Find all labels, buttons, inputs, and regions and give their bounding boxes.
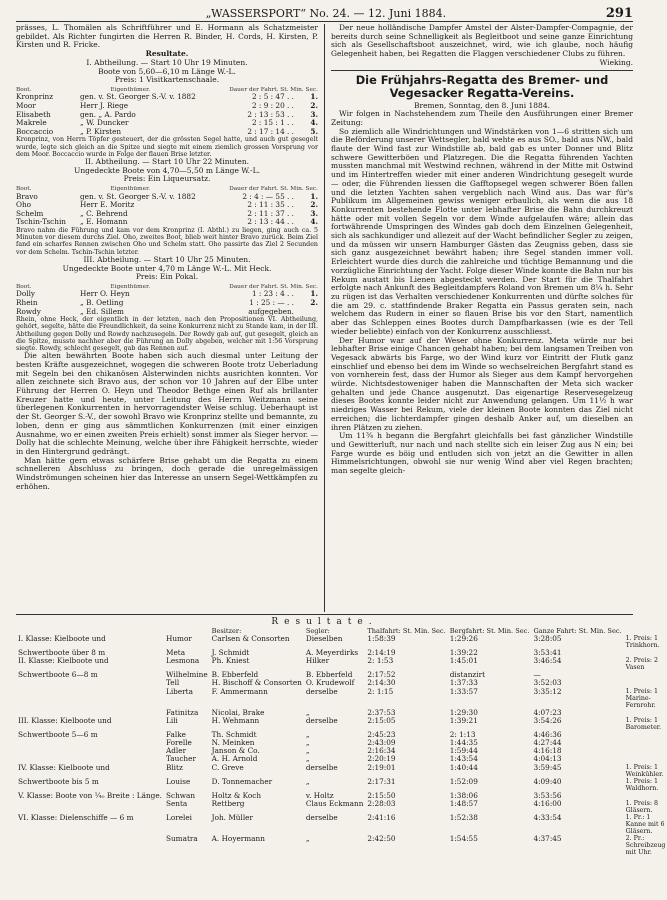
upstream-time: 1:43:54 [449, 754, 478, 764]
class [16, 679, 164, 687]
upstream-time: 1:29:30 [449, 707, 478, 717]
upstream-time: 1:40:44 [449, 762, 478, 772]
placing: 3. [310, 208, 318, 218]
boat-name: Dolly [16, 289, 36, 299]
dateline: Bremen, Sonntag, den 8. Juni 1884. [414, 100, 550, 110]
sailor: v. Holtz [305, 790, 334, 800]
col-owner: Eigenthümer. [110, 186, 151, 193]
boat-name: Rhein [16, 298, 38, 307]
owner: Janson & Co. [211, 746, 260, 756]
boat-name: Forelle [165, 738, 192, 748]
downstream-time: 2:28:03 [367, 798, 396, 808]
upstream-time: 1:48:57 [449, 798, 478, 808]
upstream-time: 1:39:22 [449, 648, 478, 657]
duration: 2 : 4 : — 55 . . [242, 191, 294, 201]
class: V. Klasse: Boote von ¼₀ Breite : Länge. [18, 790, 162, 800]
total-time: 3:53:41 [533, 648, 562, 657]
result-row [16, 218, 318, 227]
owner: „ E. Homann [80, 217, 128, 227]
col-boat: Boot. [16, 283, 32, 290]
col-downstream: Thalfahrt: St. Min. Sec. [367, 627, 446, 635]
upstream-time: 1:52:38 [449, 812, 478, 822]
owner: Carlsen & Consorten [211, 634, 290, 643]
right-paragraph-4: Um 11¾ h begann die Bergfahrt gleichfalls bei fast gänzlicher Windstille und Gewitterluft, nur nach und nach stellte sich ein leiser Zug aus N ein; bei Farge wurde es böig und entluden sich von jetzt an die Gewitter in allen Himmelsrichtungen, obwohl sie nur wenig Wind aber viel Regen brachten; man segelte gleich- [331, 431, 633, 476]
boat-name: Lili [165, 715, 178, 725]
placing: 2. [310, 101, 318, 111]
division-3-note: Rhein, ohne Heck, der eigentlich in der letzten, nach den Propositionen VI. Abtheilung, gehört, segelte, hätte die Freundlichkeit, da seine Konkurrenz nicht zu Stande kam, in der III. Abtheilung gegen Dolly und Rowdy nachzusegeln. Der Rowdy gab auf, gut gesegelt, gleich an die Spitze, musste nachher aber die Führung an Dolly abgeben, welcher mit 1:56 Vorsprung siegte. Rowdy, schlecht gesegelt, gab das Rennen auf. [16, 316, 318, 352]
class: IV. Klasse: Kielboote und [18, 762, 110, 772]
owner: N. Meinken [211, 738, 255, 748]
division-2-note: Bravo nahm die Führung und kam vor dem Kronprinz (I. Abthl.) zu liegen, ging auch ca. 5 Minuten vor diesem durchs Ziel. Oho, zweites Boot, blieb weit hinter Bravo zurück. Beim Ziel fand ein scharfes Rennen zwischen Oho und Schelm statt. Oho passirte das Ziel 2 Secunden vor dem Schelm. Tschin-Tschin letzter. [16, 226, 318, 256]
results-table-body [16, 635, 667, 856]
owner: A. Hoyermann [211, 833, 265, 843]
col-duration: Dauer der Fahrt. St. Min. Sec. [229, 186, 318, 193]
boat-name: Humor [165, 634, 192, 643]
owner: Herr J. Riege [80, 101, 129, 111]
downstream-time: 2:45:23 [367, 729, 396, 739]
prize: 1. Preis: 1 Marine-Fernrohr. [625, 687, 659, 709]
downstream-time: 2:15:05 [367, 715, 396, 725]
boat-name: Oho [16, 200, 32, 210]
prize [624, 792, 667, 800]
class [16, 835, 164, 856]
duration: 2 : 15 : 1 . . [251, 118, 294, 128]
owner: Joh. Müller [211, 812, 253, 822]
division-1-subtitle: Boote von 5,60—6,10 m Länge W.-L. [98, 66, 236, 76]
class: I. Klasse: Kielboote und [18, 634, 106, 643]
downstream-time: 2:17:52 [367, 670, 396, 680]
col-boat: Boot. [16, 86, 32, 93]
owner: Herr O. Heyn [80, 289, 130, 299]
right-paragraph-2: So ziemlich alle Windrichtungen und Windstärken von 1—6 stritten sich um die Beförderung unserer Wettsegler, bald wehte es aus SO., bald aus NW., bald flaute der Wind fast zur Windstille ab, bald gab es unter Donner und Blitz schwere Gewitterböen und Platzregen. Die die Regatta führenden Yachten mussten manchmal mit Westwind rechnen, während in der Mitte mit Ostwind und im Hintertreffen wieder mit einer anderen Windrichtung gesegelt wurde — oder, die Führenden liessen die Gafftopsegel wegen schwerer Böen fallen und die letzten Yachten sahen vergeblich nach Wind aus. Das war für's Publikum im Allgemeinen gewiss weniger erbaulich, als wenn die aus 18 Konkurrenten bestehende Flotte unter lebhafter Brise die Bahn durchkreuzt hätte oder mit vollen Segeln vor dem Winde aufgelaufen wäre; allein das fortwährende Umspringen des Windes gab doch dem Einzelnen Gelegenheit, sich als sachkundiger und allezeit auf der Wacht befindlicher Segler zu zeigen, und da müssen wir unsern Hamburger Gästen das Zeugniss geben, dass sie sich ganz ausgezeichnet bewährt haben; ihre Segel standen immer voll. Erleichtert wurde dies durch die zahlreiche und tüchtige Bemannung und die vorzügliche Einrichtung der Yacht. Folge dieser Winde konnte die Bahn nur bis Rekum austatt bis Lienen abgesteckt werden. Der Start für die Thalfahrt erfolgte nach Ankunft des Begleitdampfers Roland von Bremen um 8¼ h. Sehr zu rügen ist das Verhalten verschiedener Konkurrenten und dürfte solches für die am 29. c. stattfindende Braker Regatta ein Passus geraten sein, nach welchem das Rudern in einer so flauen Brise bis vor den Start, namentlich aber das Schleppen eines Bootes durch Dampfbarkassen (wie es der Tell wieder beliebte) einfach von der Konkurrenz ausschliesst. [331, 126, 633, 336]
page-header [16, 6, 633, 21]
col-upstream: Bergfahrt: St. Min. Sec. [449, 627, 530, 635]
division-3-prize: Preis: Ein Pokal. [135, 272, 199, 282]
two-column-body [16, 24, 633, 612]
division-1-results [16, 93, 318, 136]
boat-name: Louise [165, 776, 191, 786]
journal-title: „WASSERSPORT“ No. 24. — 12. Juni 1884. [205, 7, 447, 20]
total-time: 4:46:36 [533, 729, 562, 739]
sailor: Dieselben [305, 634, 343, 643]
sailor: derselbe [305, 762, 338, 772]
column-rule [324, 24, 325, 612]
prize: 1. Preis: 1 Waldhorn. [625, 777, 659, 792]
upstream-time: 1:38:06 [449, 790, 478, 800]
prize: 1. Preis: 1 Weinkühler. [625, 763, 664, 778]
downstream-time: 2:14:30 [367, 678, 396, 688]
prize [624, 739, 667, 747]
total-time: 4:27:44 [533, 738, 562, 748]
owner: D. Tonnemacher [211, 776, 273, 786]
table-row [16, 814, 667, 835]
sailor: „ [305, 754, 310, 764]
downstream-time: 2: 1:53 [367, 656, 394, 666]
col-owner: Eigenthümer. [110, 86, 151, 93]
total-time: 4:16:18 [533, 746, 562, 756]
placing: 3. [310, 109, 318, 119]
owner: A. H. Arnold [211, 754, 258, 764]
boat-name: Tell [165, 678, 180, 688]
downstream-time: 1:58:39 [367, 634, 396, 643]
upstream-time: 1:52:09 [449, 776, 478, 786]
owner: C. Greve [211, 762, 244, 772]
duration: 2 : 13 : 44 . . [247, 217, 294, 227]
section-rule [331, 70, 633, 71]
duration: 2 : 13 : 53 . . [247, 109, 294, 119]
placing: 1. [310, 92, 318, 102]
owner: gen. v. St. Georger S.-V. v. 1882 [80, 191, 196, 201]
duration: 2 : 11 : 37 . . [247, 208, 294, 218]
total-time: — [533, 670, 541, 680]
prize: 2. Pr.: Schreibzeug mit Uhr. [625, 834, 666, 856]
table-row [16, 747, 667, 755]
upstream-time: 1:45:01 [449, 656, 478, 666]
boat-name: Boccaccio [16, 126, 54, 136]
downstream-time: 2:14:19 [367, 648, 396, 657]
col-total: Ganze Fahrt: St. Min. Sec. [533, 627, 622, 635]
owner: Nicolai, Brake [211, 707, 265, 717]
prize: 1. Preis: 1 Trinkhorn. [625, 635, 660, 649]
division-3-results [16, 290, 318, 316]
duration: 1 : 23 : 4 . . [251, 289, 294, 299]
duration: 2 : 9 : 20 . . [251, 101, 294, 111]
division-3-subtitle: Ungedeckte Boote unter 4,70 m Länge W.-L. Mit Heck. [62, 263, 272, 273]
prize [624, 709, 667, 717]
boat-name: Kronprinz [16, 92, 54, 102]
placing: 2. [310, 200, 318, 210]
division-1-note: Kronprinz, von Herrn Töpfer gesteuert, der die grössten Segel hatte, und auch gut gesegelt wurde, legte sich gleich an die Spitze und siegte mit einem ziemlich grossen Vorsprung vor dem Moor. Boccaccio wurde in Folge der flauen Brise letzter. [16, 136, 318, 158]
sailor: „ [305, 729, 310, 739]
total-time: 4:37:45 [533, 833, 562, 843]
placing: 1. [310, 289, 318, 299]
total-time: 3:52:03 [533, 678, 562, 688]
col-owner: Besitzer: [211, 627, 242, 635]
upstream-time: 1:59:44 [449, 746, 478, 756]
bottom-results-section [16, 614, 666, 856]
downstream-time: 2: 1:15 [367, 686, 394, 696]
downstream-time: 2:19:01 [367, 762, 396, 772]
page-number: 291 [605, 6, 633, 21]
placing: 1. [310, 191, 318, 201]
downstream-time: 2:37:53 [367, 707, 396, 717]
steamer-note: Der neue holländische Dampfer Amstel der Alster-Dampfer-Compagnie, der bereits durch seine Schnelligkeit als Begleitboot und seine ganze Einrichtung sich als Gesellschaftsboot auszeichnet, wird, wie ich glaube, noch häufig Gelegenheit haben, bei Regatten die Flaggen verschiedener Clubs zu führen. [331, 23, 633, 59]
total-time: 3:53:56 [533, 790, 562, 800]
owner: H. Wehmann [211, 715, 260, 725]
owner: Herr E. Moritz [80, 200, 135, 210]
col-prize [624, 628, 667, 635]
division-1-title: I. Abtheilung. — Start 10 Uhr 19 Minuten. [86, 57, 248, 67]
division-2-subtitle: Ungedeckte Boote von 4,70—5,50 m Länge W.-L. [74, 165, 260, 175]
owner: Rettberg [211, 798, 245, 808]
col-sailor: Segler: [305, 627, 330, 635]
table-row [16, 679, 667, 687]
total-time: 4:09:40 [533, 776, 562, 786]
total-time: 4:07:23 [533, 707, 562, 717]
sailor: derselbe [305, 686, 338, 696]
table-row [16, 649, 667, 657]
col-boat: Boot. [16, 186, 32, 193]
table-row [16, 778, 667, 792]
placing: 4. [310, 118, 318, 128]
total-time: 3:28:05 [533, 634, 562, 643]
placing [294, 308, 318, 317]
owner: „ Ed. Sillem [80, 306, 124, 316]
prize: 1. Preis: 8 Gläsern. [625, 799, 659, 814]
sailor: derselbe [305, 812, 338, 822]
division-1-prize: Preis: 1 Visitkartenschaale. [114, 75, 220, 85]
bottom-results-title: Resultate. [271, 617, 378, 627]
class: Schwertboote 6—8 m [18, 670, 98, 680]
sailor: „ [305, 707, 310, 717]
duration: 2 : 11 : 35 . . [247, 200, 294, 210]
upstream-time: 1:33:57 [449, 686, 478, 696]
owner: „ P. Kirsten [80, 126, 122, 136]
upstream-time: distanzirt [449, 670, 486, 680]
total-time: 4:04:13 [533, 754, 562, 764]
sailor: B. Ebberfeld [305, 670, 353, 680]
boat-name: Wilhelmine [165, 670, 208, 680]
results-table [16, 628, 667, 856]
prize: 1. Pr.: 1 Kanne mit 6 Gläsern. [625, 813, 665, 835]
boat-name: Lorelei [165, 812, 193, 822]
boat-name: Schwan [165, 790, 196, 800]
boat-name: Senta [165, 798, 188, 808]
owner: B. Ebberfeld [211, 670, 259, 680]
boat-name: Moor [16, 101, 36, 111]
class: II. Klasse: Kielboote und [18, 656, 109, 666]
prize [624, 679, 667, 687]
boat-name: Adler [165, 746, 187, 756]
duration: aufgegeben. [248, 306, 294, 316]
class [16, 747, 164, 755]
table-row [16, 800, 667, 814]
boat-name: Sumatra [165, 833, 198, 843]
placing: 4. [310, 217, 318, 227]
upstream-time: 1:29:26 [449, 634, 478, 643]
owner: gen. v. St. Georger S.-V. v. 1882 [80, 92, 196, 102]
class: III. Klasse: Kielboote und [18, 715, 112, 725]
sailor: Claus Eckmann [305, 798, 364, 808]
prize [624, 731, 667, 739]
upstream-time: 1:39:21 [449, 715, 478, 725]
boat-name: Schelm [16, 208, 44, 218]
sailor: „ [305, 833, 310, 843]
boat-name: Blitz [165, 762, 183, 772]
class [16, 800, 164, 814]
owner: Holtz & Koch [211, 790, 262, 800]
table-row [16, 835, 667, 856]
downstream-time: 2:17:31 [367, 776, 396, 786]
placing: 2. [310, 298, 318, 307]
article-title: Die Frühjahrs-Regatta des Bremer- und Vegesacker Regatta-Vereins. [355, 72, 609, 100]
upstream-time: 1:44:35 [449, 738, 478, 748]
total-time: 4:16:00 [533, 798, 562, 808]
owner: Th. Schmidt [211, 729, 257, 739]
total-time: 4:33:54 [533, 812, 562, 822]
table-row [16, 657, 667, 671]
sailor: A. Meyerdirks [305, 648, 359, 657]
sailor: O. Krudewolf [305, 678, 355, 688]
owner: Ph. Kniest [211, 656, 250, 666]
result-row [16, 308, 318, 317]
downstream-time: 2:41:16 [367, 812, 396, 822]
downstream-time: 2:42:50 [367, 833, 396, 843]
downstream-time: 2:20:19 [367, 754, 396, 764]
boat-name: Tschin-Tschin [16, 217, 67, 227]
duration: 1 : 25 : — . . [249, 298, 294, 307]
division-2-results [16, 193, 318, 227]
prize [624, 649, 667, 657]
boat-name: Makrele [16, 118, 47, 128]
total-time: 3:46:54 [533, 656, 562, 666]
right-paragraph-3: Der Humor war auf der Weser ohne Konkurrenz. Meta würde nur bei lebhafter Brise einige Chancen gehabt haben; bei dem langsamen Treiben von Vegesack abwärts bis Farge, wo der Wind kurz vor Eintritt der Flutk ganz einschlief und ebenso bei dem im Winde so wechselreichen Bergfahrt stand es von vornherein fest, dass der Humor als Sieger aus dem Kampf hervorgehen würde. Nichtsdestoweniger haben die Mannschaften der Meta sich wacker gehalten und jede Chance ausgenutzt. Das eigenartige Reservesegelzeug dieses Bootes konnte leider nicht zur Anwendung gelangen. Um 11½ h war niedriges Wasser bei Rekum, viele der kleinen Boote konnten das Ziel nicht erreichen; die lichterdampfer gingen deshalb Anker auf, um dieselben an ihren Plätzen zu ziehen. [331, 335, 633, 432]
duration: 2 : 5 : 47 . . [251, 92, 294, 102]
prize [624, 755, 667, 763]
total-time: 3:59:45 [533, 762, 562, 772]
upstream-time: 1:37:33 [449, 678, 478, 688]
owner: F. Ammermann [211, 686, 268, 696]
division-3-title: III. Abtheilung. — Start 10 Uhr 25 Minuten. [83, 254, 251, 264]
table-row [16, 688, 667, 709]
boat-name: Rowdy [16, 306, 41, 316]
owner: H. Bischoff & Consorten [211, 678, 302, 688]
table-row [16, 717, 667, 731]
table-row [16, 755, 667, 763]
owner: gen. „ A. Pardo [80, 109, 136, 119]
boat-name: Falke [165, 729, 186, 739]
class: Schwertboote 5—6 m [18, 729, 98, 739]
class: VI. Klasse: Dielenschiffe — 6 m [18, 812, 134, 822]
left-paragraph-1: Die alten bewährten Boote haben sich auch diesmal unter Leitung der besten Kräfte ausgezeichnet, wogegen die schweren Boote trotz Ueberladung mit Segeln bei den chikanösen Alsterwinden nichts ausrichten konnten. Vor allen zeichnete sich Bravo aus, der schon vor 10 Jahren auf der Elbe unter Führung der Herren O. Heyn und Theodor Bethge einen Ruf als brillanter Kreuzer hatte und heute, unter Leitung des Herrn Weitzmann seine überlegenen Konkurrenten in hervorragendster Weise schlug. Ueberhaupt ist der St. Georger S.-V., der sowohl Bravo wie Kronprinz stellte und bemannte, zu loben, denn er ging aus sämmtlichen Konkurrenzen (mit einer einzigen Ausnahme, wo er einen zweiten Preis erhielt) sonst immer als Sieger hervor. — Dolly hat die schlechte Meinung, welche über ihre Fähigkeit herrschte, wieder in den Hintergrund gedrängt. [16, 351, 318, 456]
sailor: „ [305, 738, 310, 748]
prize: 1. Preis: 1 Barometer. [625, 716, 662, 731]
class [16, 688, 164, 709]
boat-name: Lesmona [165, 656, 200, 666]
owner: „ C. Behrend [80, 208, 128, 218]
table-row [16, 731, 667, 739]
class: Schwertboote bis 5 m [18, 776, 99, 786]
prize: 2. Preis: 2 Vasen [625, 657, 659, 672]
class: Schwertboote über 8 m [18, 648, 106, 657]
signature: Wieking. [599, 57, 633, 67]
total-time: 3:54:26 [533, 715, 562, 725]
division-2-title: II. Abtheilung. — Start 10 Uhr 22 Minuten. [84, 157, 250, 166]
division-2-prize: Preis: Ein Liqueursatz. [123, 174, 211, 184]
prize [624, 747, 667, 755]
right-column [331, 24, 633, 612]
col-owner: Eigenthümer. [110, 283, 151, 290]
table-row [16, 764, 667, 778]
boat-name: Elisabeth [16, 109, 51, 119]
right-paragraph-1: Wir folgen in Nachstehendem zum Theile den Ausführungen einer Bremer Zeitung: [331, 109, 633, 127]
left-paragraph-2: Man hätte gern etwas schärfere Brise gehabt um die Regatta zu einem schnelleren Abschluss zu bringen, doch gerade die unregelmässigen Windströmungen scheinen hier das Interesse an unsern Segel-Wettkämpfen zu erhöhen. [16, 455, 318, 491]
result-row [16, 128, 318, 137]
intro-paragraph: prässes, L. Thomälen als Schriftführer und E. Hormann als Schatzmeister gebildet. Als Richter fungirten die Herren R. Binder, H. Cords, H. Kirsten, P. Kirsten und R. Fricke. [16, 23, 318, 50]
col-duration: Dauer der Fahrt. St. Min. Sec. [229, 283, 318, 290]
prize [624, 671, 667, 679]
placing: 5. [310, 126, 318, 136]
downstream-time: 2:16:34 [367, 746, 396, 756]
duration: 2 : 17 : 14 . . [247, 126, 294, 136]
owner: „ W. Duncker [80, 118, 129, 128]
upstream-time: 1:54:55 [449, 833, 478, 843]
table-row [16, 739, 667, 747]
boat-name: Fatinitza [165, 707, 199, 717]
boat-name: Liberta [165, 686, 193, 696]
downstream-time: 2:43:09 [367, 738, 396, 748]
owner: „ B. Oetling [80, 298, 124, 307]
col-duration: Dauer der Fahrt. St. Min. Sec. [229, 86, 318, 93]
owner: J. Schmidt [211, 648, 250, 657]
results-heading: Resultate. [145, 49, 189, 59]
class [16, 739, 164, 747]
table-row [16, 709, 667, 717]
boat-name: Taucher [165, 754, 196, 764]
left-column [16, 24, 318, 612]
downstream-time: 2:15:50 [367, 790, 396, 800]
sailor: Hilker [305, 656, 330, 666]
upstream-time: 2: 1:13 [449, 729, 476, 739]
sailor: derselbe [305, 715, 338, 725]
boat-name: Bravo [16, 191, 38, 201]
total-time: 3:35:12 [533, 686, 562, 696]
header-rule [16, 21, 633, 22]
sailor: „ [305, 776, 310, 786]
boat-name: Meta [165, 648, 186, 657]
sailor: „ [305, 746, 310, 756]
table-row [16, 635, 667, 649]
